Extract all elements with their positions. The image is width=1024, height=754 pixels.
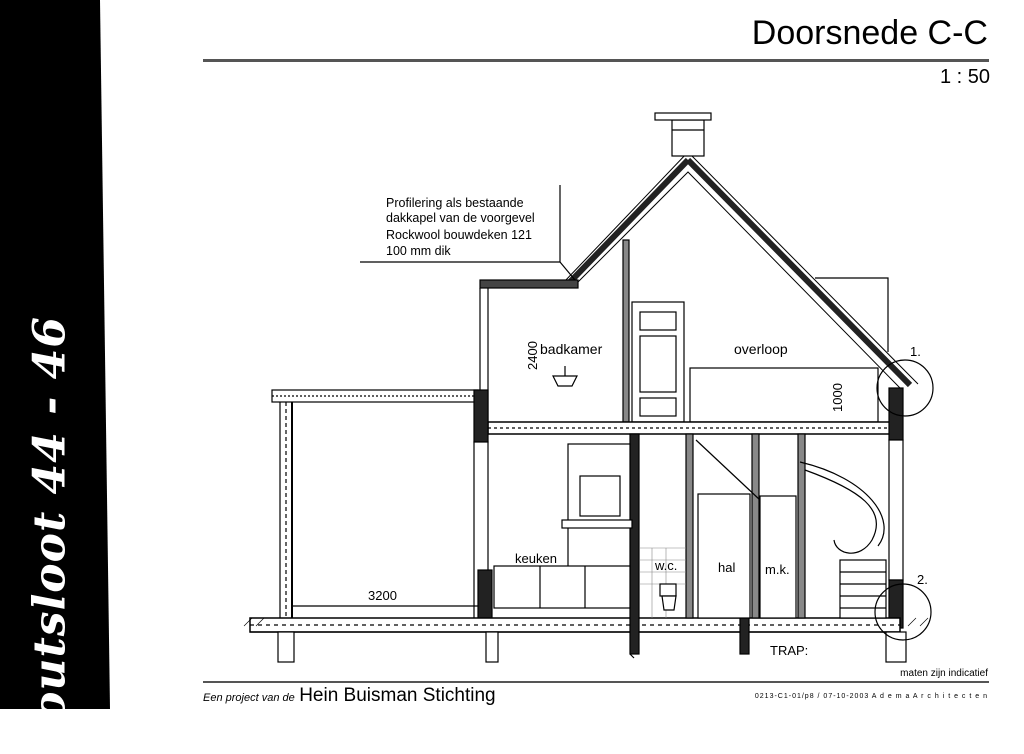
annotation-line-4: 100 mm dik	[386, 244, 451, 258]
room-badkamer: badkamer	[540, 341, 603, 357]
toilet	[660, 584, 676, 596]
extension-roof	[272, 390, 478, 402]
footer-code: 0213-C1-01/p8 / 07-10-2003 A d e m a A r c h i t e c t e n	[754, 693, 988, 700]
trap-label: TRAP:	[770, 643, 809, 658]
room-overloop: overloop	[734, 341, 788, 357]
brand-title: Zoutsloot 44 - 46	[24, 316, 76, 754]
annotation-line-1: Profilering als bestaande	[386, 196, 524, 210]
dimension-1000: 1000	[830, 383, 845, 412]
room-hal: hal	[718, 560, 736, 575]
annotation-line-2: dakkapel van de voorgevel	[386, 211, 535, 225]
annotation-line-3: Rockwool bouwdeken 121	[386, 228, 532, 242]
foundation-left	[278, 632, 294, 662]
dimension-2400: 2400	[525, 341, 540, 370]
roof-right-slope	[688, 160, 910, 385]
dimension-3200: 3200	[368, 588, 397, 603]
bottom-rule	[203, 681, 989, 683]
footer-prefix: Een project van de	[203, 692, 295, 704]
dormer-roof	[480, 280, 578, 288]
detail-marker-2: 2.	[917, 572, 928, 587]
landing-railing	[690, 368, 878, 422]
kitchen-counter	[494, 566, 630, 608]
footer-credit	[203, 685, 496, 707]
room-keuken: keuken	[515, 551, 557, 566]
footer-org: Hein Buisman Stichting	[299, 685, 496, 706]
scale-label: 1 : 50	[939, 66, 990, 88]
room-mk: m.k.	[765, 562, 790, 577]
detail-circle-1	[877, 360, 933, 416]
main-wall-left	[474, 390, 488, 442]
page-title: Doorsnede C-C	[751, 14, 988, 52]
room-wc: w.c.	[655, 558, 678, 573]
note-indicatief: maten zijn indicatief	[900, 668, 988, 679]
detail-marker-1: 1.	[910, 344, 921, 359]
chimney	[672, 120, 704, 156]
